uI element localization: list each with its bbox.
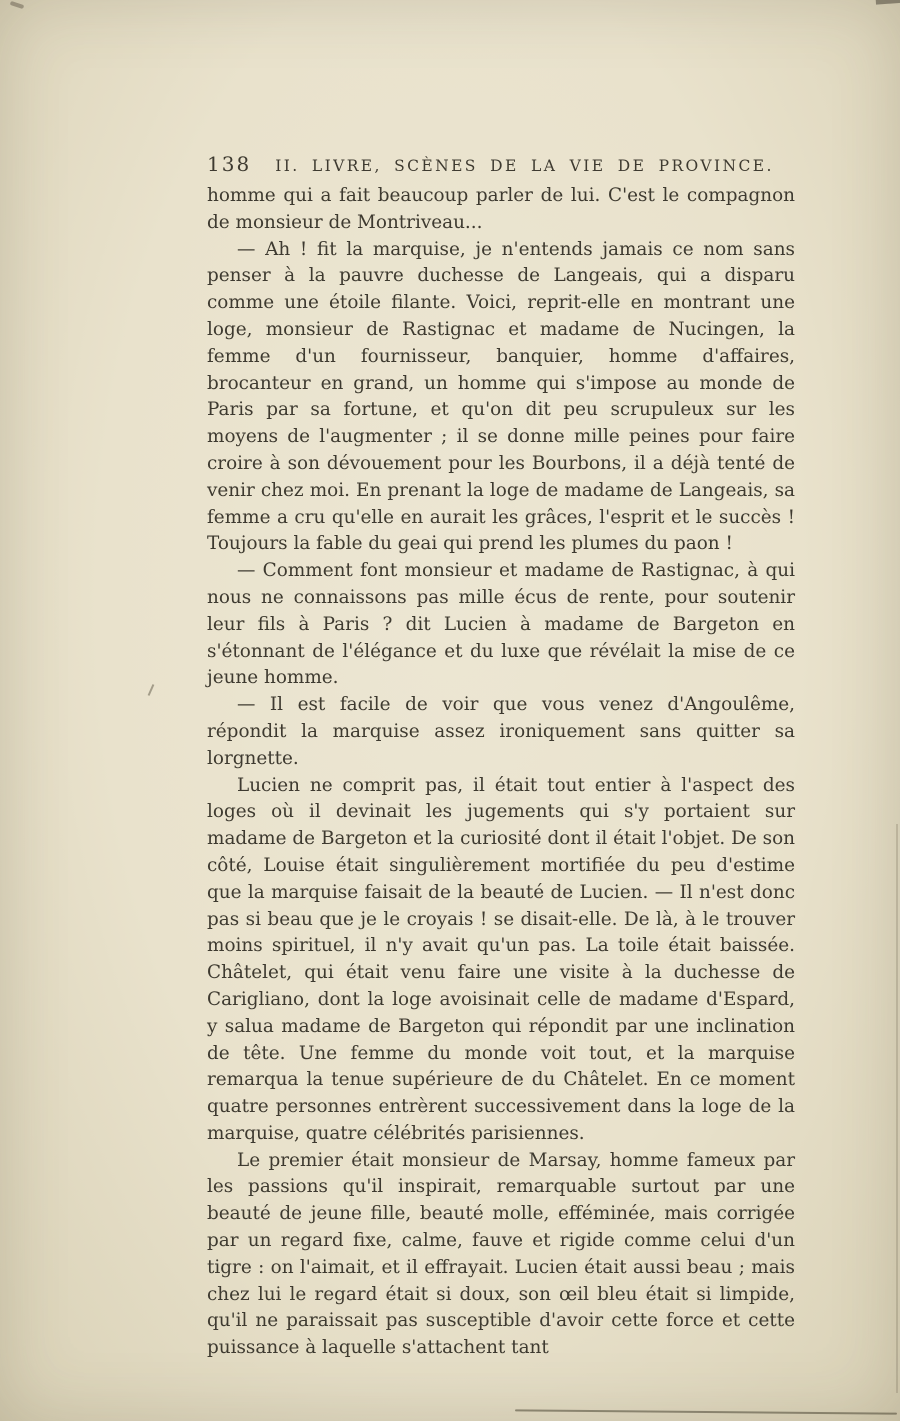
scan-page-edge-right: [896, 824, 898, 1392]
paragraph-dialogue-reply: — Il est facile de voir que vous venez d'Angoulême, répondit la marquise assez ironiquement sans quitter sa lorgnette.: [207, 694, 795, 769]
scan-speck-top-left: [10, 1, 25, 9]
scan-corner-top-right: [876, 0, 900, 5]
paragraph-continuation: homme qui a fait beaucoup parler de lui. C'est le compagnon de monsieur de Montriveau...: [207, 185, 795, 233]
scan-page-edge-bottom: [515, 1409, 897, 1414]
paragraph-narration: Lucien ne comprit pas, il était tout entier à l'aspect des loges où il devinait les jugements qui s'y portaient sur madame de Bargeton et la curiosité dont il était l'objet. De son côté, Louise était singulièrement mortifiée du peu d'estime que la marquise faisait de la beauté de Lucien. — Il n'est donc pas si beau que je le croyais ! se disait-elle. De là, à le trouver moins spirituel, il n'y avait qu'un pas. La toile était baissée. Châtelet, qui était venu faire une visite à la duchesse de Carigliano, dont la loge avoisinait celle de madame d'Espard, y salua madame de Bargeton qui répondit par une inclination de tête. Une femme du monde voit tout, et la marquise remarqua la tenue supérieure de du Châtelet. En ce moment quatre personnes entrèrent successivement dans la loge de la marquise, quatre célébrités parisiennes.: [207, 774, 795, 1144]
scan-stray-mark-margin: [148, 684, 155, 696]
page-number: 138: [207, 152, 252, 176]
paragraph-dialogue-marquise: — Ah ! fit la marquise, je n'entends jamais ce nom sans penser à la pauvre duchesse de Langeais, qui a disparu comme une étoile filante. Voici, reprit-elle en montrant une loge, monsieur de Rastignac et madame de Nucingen, la femme d'un fournisseur, banquier, homme d'affaires, brocanteur en grand, un homme qui s'impose au monde de Paris par sa fortune, et qu'on dit peu scrupuleux sur les moyens de l'augmenter ; il se donne mille peines pour faire croire à son dévouement pour les Bourbons, il a déjà tenté de venir chez moi. En prenant la loge de madame de Langeais, sa femme a cru qu'elle en aurait les grâces, l'esprit et le succès ! Toujours la fable du geai qui prend les plumes du paon !: [207, 238, 795, 555]
paragraph-dialogue-lucien: — Comment font monsieur et madame de Rastignac, à qui nous ne connaissons pas mille écus de rente, pour soutenir leur fils à Paris ? dit Lucien à madame de Bargeton en s'étonnant de l'élégance et du luxe que révélait la mise de ce jeune homme.: [207, 560, 795, 689]
text-block: [207, 152, 795, 1362]
running-title: II. LIVRE, SCÈNES DE LA VIE DE PROVINCE.: [275, 157, 774, 175]
paragraph-de-marsay: Le premier était monsieur de Marsay, homme fameux par les passions qu'il inspirait, remarquable surtout par une beauté de jeune fille, beauté molle, efféminée, mais corrigée par un regard fixe, calme, fauve et rigide comme celui d'un tigre : on l'aimait, et il effrayait. Lucien était aussi beau ; mais chez lui le regard était si doux, son œil bleu était si limpide, qu'il ne paraissait pas susceptible d'avoir cette force et cette puissance à laquelle s'attachent tant: [207, 1149, 795, 1359]
page-header: [207, 152, 795, 176]
